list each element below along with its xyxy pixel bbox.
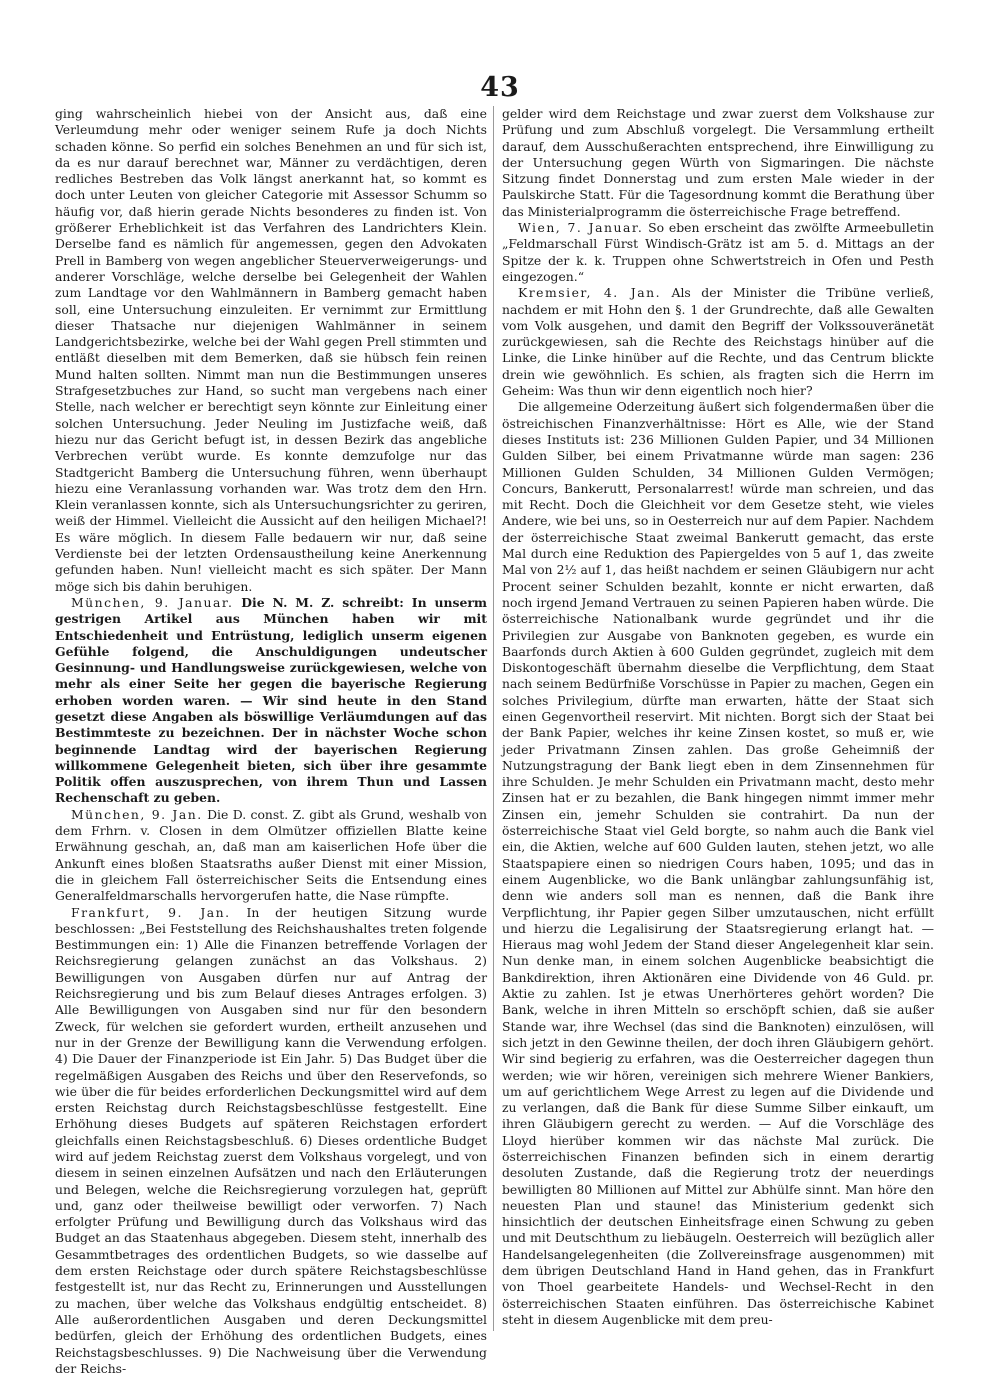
paragraph-text: Die D. const. Z. gibt als Grund, weshalb von dem Frhrn. v. Closen in dem Olmützer offiziellen Blatte keine Erwähnung geschah, an, daß man am kaiserlichen Hofe über die Ankunft eines bloßen Staatsraths außer Dienst mit einer Mission, die in gleichem Fall österreichischer Seits die Entsendung eines Generalfeldmarschalls hervorgerufen hatte, die Nase rümpfte. — [55, 806, 488, 904]
article-paragraph — [55, 595, 487, 807]
paragraph-text: Als der Minister die Tribüne verließ, nachdem er mit Hohn den §. 1 der Grundrechte, daß alle Gewalten vom Volk ausgehen, und damit den Begriff der Volkssouveränetät zurückgewiesen, sah die Rechte des Reichstags hinüber auf die Linke, die Linke hinüber auf die Rechte, und das Centrum blickte drein wie gewöhnlich. Es schien, als fragten sich die Herrn im Geheim: Was thun wir denn eigentlich noch hier? — [502, 285, 934, 399]
paragraph-text: ging wahrscheinlich hiebei von der Ansicht aus, daß eine Verleumdung mehr oder weniger seinem Rufe ja doch Nichts schaden könne. So perfid ein solches Benehmen an und für sich ist, da es nur darauf berechnet war, Männer zu verdächtigen, deren redliches Bestreben das Volk längst anerkannt hat, so kommt es doch unter Leuten von gleicher Categorie mit Assessor Schumm so häufig vor, daß hierin gerade Nichts besonderes zu finden ist. Von größerer Erheblichkeit ist das Verfahren des Landrichters Klein. Derselbe fand es nämlich für angemessen, gegen den Advokaten Prell in Bamberg von wegen angeblicher Steuerverweigerungs- und anderer Vorschläge, welche derselbe bei Gelegenheit der Wahlen zum Landtage vor den Wahlmännern in Bamberg gemacht haben soll, eine Untersuchung einzuleiten. Er vernimmt zur Ermittlung dieser Thatsache nur diejenigen Wahlmänner in seinem Landgerichtsbezirke, welche bei der Wahl gegen Prell stimmten und entläßt dieselben mit dem Bemerken, daß sie hübsch fein reinen Mund halten sollten. Nimmt man nun die Bestimmungen unseres Strafgesetzbuches zur Hand, so sucht man vergebens nach einer Stelle, nach welcher er berechtigt seyn könnte zur Einleitung einer solchen Untersuchung. Jeder Neuling im Justizfache weiß, daß hiezu nur das Gericht befugt ist, in dessen Bezirk das angebliche Verbrechen verübt wurde. Es konnte demzufolge nur das Stadtgericht Bamberg die Untersuchung führen, wenn überhaupt hiezu eine Veranlassung vorhanden war. Was trotz dem den Hrn. Klein veranlassen konnte, sich als Untersuchungsrichter zu geriren, weiß der Himmel. Vielleicht die Aussicht auf den heiligen Michael?! Es wäre möglich. In diesem Falle bedauern wir nur, daß seine Verdienste bei der letzten Ordensaustheilung keine Anerkennung gefunden haben. Nun! vielleicht macht es sich später. Der Mann möge sich bis dahin beruhigen. — [55, 106, 487, 594]
dateline: Wien, 7. Januar. — [518, 220, 644, 236]
paragraph-text: Die N. M. Z. schreibt: In unserm gestrigen Artikel aus München haben wir mit Entschiedenheit und Entrüstung, lediglich unserm eigenen Gefühle folgend, die Anschuldigungen undeutscher Gesinnung- und Handlungsweise zurückgewiesen, welche von mehr als einer Seite her gegen die bayerische Regierung erhoben worden waren. — Wir sind heute in den Stand gesetzt diese Angaben als böswillige Verläumdungen auf das Bestimmteste zu bezeichnen. Der in nächster Woche schon beginnende Landtag wird der bayerischen Regierung willkommene Gelegenheit bieten, sich über ihre gesammte Politik offen auszusprechen, von ihrem Thun und Lassen Rechenschaft zu geben. — [55, 594, 488, 806]
dateline: Frankfurt, 9. Jan. — [71, 904, 231, 920]
article-paragraph — [55, 106, 487, 595]
paragraph-text: gelder wird dem Reichstage und zwar zuerst dem Volkshause zur Prüfung und zum Abschluß vorgelegt. Die Versammlung ertheilt darauf, dem Ausschußerachten entsprechend, ihre Einwilligung zu der Untersuchung gegen Würth von Sigmaringen. Die nächste Sitzung findet Donnerstag und zum ersten Male wieder in der Paulskirche Statt. Für die Tagesordnung kommt die Berathung über das Ministerialprogramm die österreichische Frage betreffend. — [502, 106, 934, 219]
article-paragraph — [502, 220, 934, 285]
article-paragraph — [502, 285, 934, 399]
article-paragraph — [55, 905, 487, 1377]
dateline: München, 9. Januar. — [71, 594, 234, 610]
article-paragraph — [502, 106, 934, 220]
dateline: Kremsier, 4. Jan. — [518, 285, 662, 301]
paragraph-text: In der heutigen Sitzung wurde beschlossen: „Bei Feststellung des Reichshaushaltes treten folgende Bestimmungen ein: 1) Alle die Finanzen betreffende Vorlagen der Reichsregierung gelangen zunächst an das Volkshaus. 2) Bewilligungen von Ausgaben dürfen nur auf Antrag der Reichsregierung und bis zum Belauf dieses Antrages erfolgen. 3) Alle Bewilligungen von Ausgaben sind nur für den besondern Zweck, für welchen sie gefordert wurden, ertheilt anzusehen und nur in der Grenze der Bewilligung kann die Verwendung erfolgen. 4) Die Dauer der Finanzperiode ist Ein Jahr. 5) Das Budget über die regelmäßigen Ausgaben des Reichs und über den Reservefonds, so wie über die für beides erforderlichen Deckungsmittel wird auf dem ersten Reichstag durch Reichstagsbeschlüsse festgestellt. Eine Erhöhung dieses Budgets auf späteren Reichstagen erfordert gleichfalls einen Reichstagsbeschluß. 6) Dieses ordentliche Budget wird auf jedem Reichstag zuerst dem Volkshaus vorgelegt, und von diesem in seinen einzelnen Aufsätzen und nach den Erläuterungen und Belegen, welche die Reichsregierung vorzulegen hat, geprüft und, ganz oder theilweise bewilligt oder verworfen. 7) Nach erfolgter Prüfung und Bewilligung durch das Volkshaus wird das Budget an das Staatenhaus abgegeben. Diesem steht, innerhalb des Gesammtbetrages des ordentlichen Budgets, so wie dasselbe auf dem ersten Reichstage oder durch spätere Reichstagsbeschlüsse festgestellt ist, nur das Recht zu, Erinnerungen und Ausstellungen zu machen, über welche das Volkshaus endgültig entscheidet. 8) Alle außerordentlichen Ausgaben und deren Deckungsmittel bedürfen, gleich der Erhöhung des ordentlichen Budgets, eines Reichstagsbeschlusses. 9) Die Nachweisung über die Verwendung der Reichs- — [55, 904, 487, 1376]
right-column — [502, 106, 934, 1338]
left-column — [55, 106, 488, 1376]
dateline: München, 9. Jan. — [71, 806, 203, 822]
paragraph-text: So eben erscheint das zwölfte Armeebulletin „Feldmarschall Fürst Windisch-Grätz ist am 5. d. Mittags an der Spitze der k. k. Truppen ohne Schwertstreich in Ofen und Pesth eingezogen.“ — [502, 220, 934, 284]
article-paragraph — [502, 399, 934, 1328]
page-number: 43 — [480, 72, 520, 103]
paragraph-text: Die allgemeine Oderzeitung äußert sich folgendermaßen über die östreichischen Finanzverhältnisse: Hört es Alle, wie der Stand dieses Instituts ist: 236 Millionen Gulden Papier, und 34 Millionen Gulden Silber, bei einem Privatmanne würde man sagen: 236 Millionen Gulden Schulden, 34 Millionen Gulden Vermögen; Concurs, Bankerutt, Personalarrest! würde man schreien, und das mit Recht. Doch die Gleichheit vor dem Gesetze steht, wie vieles Andere, wie bei uns, so in Oesterreich nur auf dem Papier. Nachdem der österreichische Staat zweimal Bankerutt gemacht, das erste Mal durch eine Reduktion des Papiergeldes von 5 auf 1, das zweite Mal von 2½ auf 1, das heißt nachdem er seinen Gläubigern nur acht Procent seiner Schulden bezahlt, konnte er nicht erwarten, daß noch irgend Jemand Vertrauen zu seinen Papieren haben würde. Die österreichische Nationalbank wurde gegründet und ihr die Privilegien zur Ausgabe von Banknoten gegeben, es wurde ein Baarfonds durch Aktien à 600 Gulden gegründet, zugleich mit dem Diskontogeschäft übernahm dieselbe die Verpflichtung, dem Staat nach seinem Bedürfniße Vorschüsse in Papier zu machen, Gegen ein solches Privilegium, dürfte man erwarten, hätte der Staat sich einen Gegenvortheil reservirt. Mit nichten. Borgt sich der Staat bei der Bank Papier, welches ihr keine Zinsen kostet, so muß er, wie jeder Privatmann Zinsen zahlen. Das große Geheimniß der Nutzungstragung der Bank liegt eben in dem Zinsennehmen für ihre Schulden. Je mehr Schulden ein Privatmann macht, desto mehr Zinsen hat er zu bezahlen, die Bank hingegen nimmt immer mehr Zinsen ein, jemehr Schulden sie contrahirt. Da nun der österreichische Staat viel Geld borgte, so nahm auch die Bank viel ein, die Aktien, welche auf 600 Gulden lauten, stehen jetzt, wo alle Staatspapiere einen so niedrigen Cours haben, 1095; und das in einem Augenblicke, wo die Bank unlängbar zahlungsunfähig ist, denn wie anders soll man es nennen, daß die Bank ihre Verpflichtung, ihr Papier gegen Silber umzutauschen, nicht erfüllt und hierzu die Legalisirung der Staatsregierung erlangt hat. — Hieraus mag wohl Jedem der Stand dieser Angelegenheit klar sein. Nun denke man, in einem solchen Augenblicke beabsichtigt die Bankdirektion, ihren Aktionären eine Dividende von 46 Guld. pr. Aktie zu zahlen. Ist je etwas Unerhörteres gehört worden? Die Bank, welche in ihren Mitteln so erschöpft schien, daß sie außer Stande war, ihre Wechsel (das sind die Banknoten) einzulösen, will sich jetzt in den Gewinne theilen, der doch ihren Gläubigern gehört. Wir sind begierig zu erfahren, was die Oesterreicher dagegen thun werden; wie wir hören, vereinigen sich mehrere Wiener Bankiers, um auf gerichtlichem Wege Arrest zu legen auf die Dividende und zu verlangen, daß die Bank für diese Summe Silber einkauft, um ihren Gläubigern gerecht zu werden. — Auf die Vorschläge des Lloyd hierüber kommen wir das nächste Mal zurück. Die österreichischen Finanzen befinden sich in einem derartig desoluten Zustande, daß die Regierung trotz der neuerdings bewilligten 80 Millionen auf Mittel zur Abhülfe sinnt. Man höre den neuesten Plan und staune! das Ministerium gedenkt sich hinsichtlich der deutschen Einheitsfrage einen Schwung zu geben und mit Deutschthum zu liebäugeln. Oesterreich will bezüglich aller Handelsangelegenheiten (die Zollvereinsfrage ausgenommen) mit dem übrigen Deutschland Hand in Hand gehen, das in Frankfurt von Thoel gearbeitete Handels- und Wechsel-Recht in den österreichischen Staaten einführen. Das österreichische Kabinet steht in diesem Augenblicke mit dem preu- — [502, 399, 934, 1327]
article-paragraph — [55, 807, 487, 905]
column-divider — [493, 106, 494, 1331]
